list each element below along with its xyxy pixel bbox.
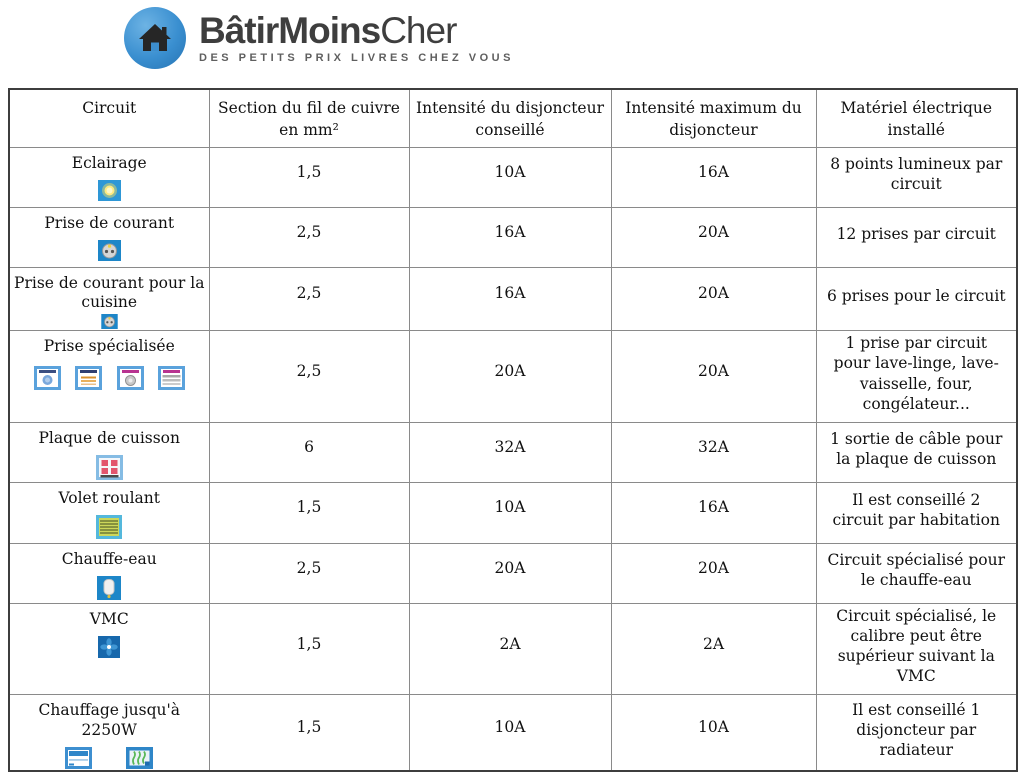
table-row <box>9 207 1017 267</box>
circuit-cell <box>9 695 209 771</box>
maximum-value: 20A <box>611 267 816 331</box>
materiel-value: 1 prise par circuit pour lave-linge, lave-vaisselle, four, congélateur... <box>816 331 1017 423</box>
socket-icon <box>101 314 118 329</box>
socket-icon <box>98 240 121 261</box>
circuit-cell <box>9 267 209 331</box>
light-icon <box>98 180 121 201</box>
header-materiel: Matériel électrique installé <box>816 89 1017 147</box>
materiel-value: Il est conseillé 2 circuit par habitation <box>816 482 1017 543</box>
logo <box>124 7 514 69</box>
maximum-value: 10A <box>611 695 816 771</box>
circuit-label: Prise spécialisée <box>43 337 175 356</box>
section-value: 2,5 <box>209 267 409 331</box>
maximum-value: 16A <box>611 147 816 207</box>
table-row <box>9 331 1017 423</box>
circuits-table <box>8 88 1018 772</box>
conseille-value: 16A <box>409 207 611 267</box>
circuit-label: VMC <box>89 609 129 628</box>
circuit-cell <box>9 543 209 603</box>
circuit-label: Volet roulant <box>58 488 161 507</box>
conseille-value: 2A <box>409 603 611 695</box>
materiel-value: 8 points lumineux par circuit <box>816 147 1017 207</box>
logo-circle <box>124 7 186 69</box>
circuit-label: Prise de courant pour la cuisine <box>14 273 205 311</box>
circuit-cell <box>9 482 209 543</box>
electric-heater-icon <box>126 747 153 769</box>
circuit-cell <box>9 422 209 482</box>
circuit-cell <box>9 603 209 695</box>
materiel-value: 6 prises pour le circuit <box>816 267 1017 331</box>
header-section: Section du fil de cuivre en mm² <box>209 89 409 147</box>
section-value: 2,5 <box>209 207 409 267</box>
oven-icon <box>75 366 102 390</box>
circuit-cell <box>9 147 209 207</box>
table-row <box>9 422 1017 482</box>
maximum-value: 20A <box>611 207 816 267</box>
brand-bold: BâtirMoins <box>199 10 381 51</box>
circuit-label: Chauffe-eau <box>61 549 157 568</box>
section-value: 1,5 <box>209 695 409 771</box>
brand-tagline: DES PETITS PRIX LIVRES CHEZ VOUS <box>199 52 514 64</box>
table-row <box>9 482 1017 543</box>
roller-shutter-icon <box>96 515 122 539</box>
section-value: 2,5 <box>209 543 409 603</box>
section-value: 1,5 <box>209 147 409 207</box>
table-row <box>9 147 1017 207</box>
section-value: 1,5 <box>209 482 409 543</box>
materiel-value: Circuit spécialisé, le calibre peut être supérieur suivant la VMC <box>816 603 1017 695</box>
conseille-value: 10A <box>409 695 611 771</box>
maximum-value: 32A <box>611 422 816 482</box>
conseille-value: 10A <box>409 147 611 207</box>
table-row <box>9 543 1017 603</box>
table-row <box>9 267 1017 331</box>
section-value: 1,5 <box>209 603 409 695</box>
table-header-row <box>9 89 1017 147</box>
dishwasher-icon <box>158 366 185 390</box>
maximum-value: 2A <box>611 603 816 695</box>
header-conseille: Intensité du disjoncteur conseillé <box>409 89 611 147</box>
conseille-value: 20A <box>409 331 611 423</box>
section-value: 2,5 <box>209 331 409 423</box>
circuit-label: Eclairage <box>71 153 147 172</box>
maximum-value: 20A <box>611 331 816 423</box>
brand-light: Cher <box>380 10 457 51</box>
washer-icon <box>117 366 144 390</box>
circuit-label: Chauffage jusqu'à 2250W <box>38 701 180 739</box>
header-maximum: Intensité maximum du disjoncteur <box>611 89 816 147</box>
maximum-value: 16A <box>611 482 816 543</box>
materiel-value: Circuit spécialisé pour le chauffe-eau <box>816 543 1017 603</box>
header-circuit: Circuit <box>9 89 209 147</box>
brand-text <box>199 12 514 64</box>
fan-icon <box>98 636 120 658</box>
conseille-value: 20A <box>409 543 611 603</box>
circuit-label: Prise de courant <box>44 213 175 232</box>
cooktop-icon <box>96 455 123 480</box>
circuit-cell <box>9 331 209 423</box>
materiel-value: 1 sortie de câble pour la plaque de cuisson <box>816 422 1017 482</box>
water-heater-icon <box>97 576 121 600</box>
conseille-value: 32A <box>409 422 611 482</box>
table-row <box>9 603 1017 695</box>
table-row <box>9 695 1017 771</box>
section-value: 6 <box>209 422 409 482</box>
house-icon <box>136 19 174 57</box>
maximum-value: 20A <box>611 543 816 603</box>
conseille-value: 10A <box>409 482 611 543</box>
radiator-icon <box>65 747 92 769</box>
washing-machine-icon <box>34 366 61 390</box>
circuit-cell <box>9 207 209 267</box>
materiel-value: 12 prises par circuit <box>816 207 1017 267</box>
circuit-label: Plaque de cuisson <box>38 428 180 447</box>
conseille-value: 16A <box>409 267 611 331</box>
materiel-value: Il est conseillé 1 disjoncteur par radiateur <box>816 695 1017 771</box>
